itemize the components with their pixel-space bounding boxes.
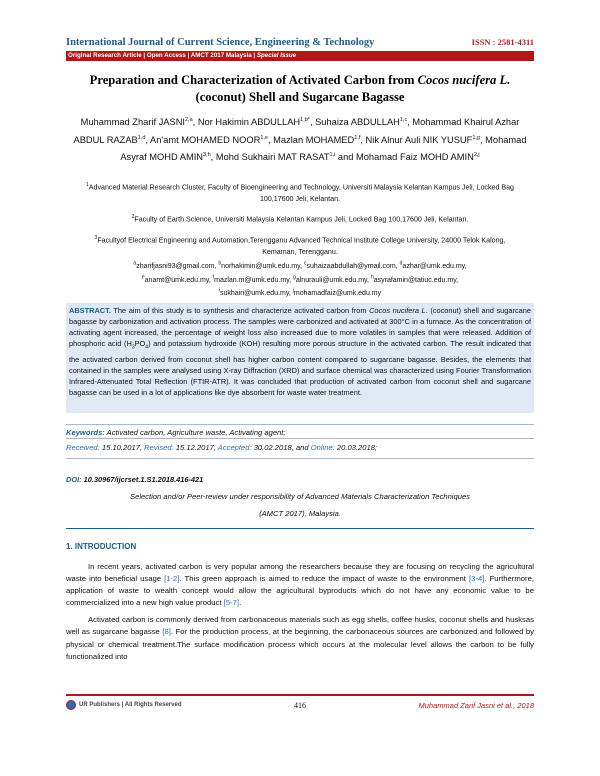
author: Mohammad Khairul Azhar ABDUL RAZAB$^{1,d}$ (73, 117, 520, 145)
divider (66, 458, 534, 459)
abstract-text: (coconut) shell and sugarcane bagasse by carbonization and activation process. The samples were carbonized and activated at 300°C in a furnace. As the concentration of activating agent increased, the percentage of weight loss also increased due to more volatiles in samples that were released. Addition of phosphoric acid (H (69, 306, 531, 349)
affiliation: $^3$Facultyof Electrical Engineering and Automation,Terengganu Advanced Technical Institute College University, 24000 Telok Kalong, Kemaman, Terengganu. (94, 235, 506, 257)
accepted-label: Accepted: (217, 443, 252, 452)
email-link[interactable]: $^f$mazlan.m@umk.edu.my, (212, 274, 292, 284)
abstract-text: ) and potassium hydroxide (KOH) resulting more porous structure in the activated carbon. The result indicated that the activated carbon derived from coconut shell has higher carbon content compared to sugarcane bagasse. Besides, the elements that contained in the samples were analysed using X-ray Diffraction (XRD) and surface chemical was characterized using Fourier Transformation Infrared-Attenuated Total Reflection (FTIR-ATR). It was concluded that production of activated carbon from coconut shell and sugarcane bagasse can be used in a lot of applications like dye absorbent for waste water treatment. (69, 339, 531, 398)
special-issue-label: Special Issue (256, 52, 297, 59)
email-list (80, 259, 520, 300)
email-link[interactable]: $^c$suhaizaabdullah@ymail.com, (304, 261, 398, 271)
section-heading: 1. INTRODUCTION (66, 542, 137, 551)
citation-link[interactable]: [8] (162, 627, 171, 637)
email-link[interactable]: $^b$norhakimin@umk.edu.my, (218, 261, 303, 271)
abstract-text: The aim of this study is to synthesis and characterize activated carbon from (113, 306, 367, 315)
accepted-date: 30.02.2018, (253, 443, 294, 452)
author: Nik Alnur Auli NIK YUSUF$^{1,g}$ (365, 134, 480, 145)
revised-label: Revised: (144, 443, 174, 452)
publisher-text: UR Publishers | All Rights Reserved (79, 702, 182, 708)
citation-link[interactable]: [1-2] (164, 574, 180, 584)
email-link[interactable]: $^g$alnurauli@umk.edu.my, (293, 274, 369, 284)
title-main: Preparation and Characterization of Activated Carbon from (89, 73, 415, 87)
affiliation: $^2$Faculty of Earth Science, Universiti Malaysia Kelantan Kampus Jeli, Locked Bag 100,17600 Jeli, Kelantan. (131, 214, 469, 224)
email-link[interactable]: $^e$anamt@umk.edu.my, (141, 274, 211, 284)
paper-title (66, 72, 534, 106)
divider (66, 438, 534, 439)
author: Muhammad Zharif JASNI$^{2,a}$ (80, 117, 193, 128)
peer-review-note (66, 489, 534, 522)
keywords-label: Keywords: (66, 428, 105, 437)
journal-name: International Journal of Current Science, Engineering & Technology (66, 37, 375, 48)
section-rule (66, 528, 534, 529)
abstract-text: PO (134, 339, 146, 349)
running-author: Muhammad Zarif Jasni et al., 2018 (418, 700, 534, 710)
affiliation: $^1$Advanced Material Research Cluster, Faculty of Bioengineering and Technology, Universiti Malaysia Kelantan Kampus Jeli, Locked Bag 100,17600 Jeli, Kelantan. (86, 182, 514, 203)
article-dates (66, 443, 534, 452)
author: Nor Hakimin $ABDULLAH^{1,b*}$ (197, 117, 310, 128)
keywords (66, 424, 534, 437)
affiliations (80, 180, 520, 266)
online-date: 20.03.2018; (336, 443, 378, 452)
revised-date: 15.12.2017, (175, 443, 216, 452)
title-rest: (coconut) Shell and Sugarcane Bagasse (195, 90, 405, 104)
abstract-species: Cocos nucifera L. (369, 306, 428, 315)
paragraph: Activated carbon is commonly derived from carbonaceous materials such as egg shells, coffee husks, coconut shells and husksas well as sugarcane bagasse [8]. For the production process, at the beginning, the carbonaceous sources are carbonized and followed by physical or chemical treatment.The surface modification process which occurs at the molecular level allows the carbon to be fully functionalized into (66, 615, 534, 661)
title-species: Cocos nucifera L. (417, 73, 511, 87)
author: Mazlan MOHAMED$^{1,f}$ (273, 134, 361, 145)
footer-rule (66, 694, 534, 696)
article-type-text: Original Research Article | Open Access | AMCT 2017 Malaysia | (68, 52, 256, 59)
author: Suhaiza ABDULLAH$^{1,c}$ (315, 117, 408, 128)
email-link[interactable]: $^d$azhar@umk.edu.my, (399, 261, 467, 271)
abstract-box (66, 303, 534, 413)
publisher (66, 700, 181, 710)
subscript: 3 (131, 344, 135, 351)
received-date: 15.10.2017, (101, 443, 143, 452)
page-footer (66, 700, 534, 710)
abstract-label: ABSTRACT. (69, 306, 111, 315)
received-label: Received: (66, 443, 100, 452)
email-link[interactable]: $^j$mohamadfaiz@umk.edu.my (292, 288, 382, 298)
publisher-logo-icon (66, 700, 76, 710)
subscript: 4 (145, 344, 149, 351)
review-line: Selection and/or Peer-review under responsibility of Advanced Materials Characterization Techniques (130, 492, 470, 501)
doi-label: DOI: (66, 475, 82, 484)
paragraph: In recent years, activated carbon is very popular among the researchers because they are focusing on recycling the agricultural waste into beneficial usage [1-2]. This green approach is aimed to reduce the impact of waste to the environment [3-4]. Furthermore, application of waste to wealth concept would allow the agricultural byproducts which do not have any economic value to be commercialized into a new high value product [5-7]. (66, 562, 534, 608)
doi (66, 475, 534, 484)
author-list: Muhammad Zharif JASNI$^{2,a}$, Nor Hakimin $ABDULLAH^{1,b*}$, Suhaiza ABDULLAH$^{1,c}$, Mohammad Khairul Azhar ABDUL RAZAB$^{1,d}$, An'amt MOHAMED NOOR$^{1,e}$, Mazlan MOHAMED$^{1,f}$, Nik Alnur Auli NIK YUSUF$^{1,g}$, Mohamad Asyraf MOHD AMIN$^{3,h}$, Mohd Sukhairi MAT RASAT$^{1,i}$ and Mohamad Faiz MOHD AMIN$^{2,j}$ (73, 117, 527, 163)
author: Mohamad Asyraf MOHD AMIN$^{3,h}$ (120, 134, 527, 163)
email-link[interactable]: $^h$asyrafamin@tatiuc.edu.my, (370, 274, 459, 284)
journal-header (66, 37, 534, 63)
doi-link[interactable]: 10.30967/ijcrset.1.S1.2018.416-421 (83, 475, 204, 484)
issn: ISSN : 2581-4311 (471, 37, 534, 47)
body-text (66, 561, 534, 668)
author: Mohamad Faiz MOHD AMIN$^{2,j}$ (356, 152, 480, 163)
review-line: (AMCT 2017), Malaysia. (259, 508, 341, 518)
and-word: and (295, 443, 309, 452)
email-link[interactable]: $^i$sukhairi@umk.edu.my, (218, 288, 291, 298)
online-label: Online: (310, 443, 335, 452)
citation-link[interactable]: [3-4] (468, 574, 485, 584)
page-number: 416 (294, 700, 306, 710)
author: An'amt MOHAMED NOOR$^{1,e}$ (150, 134, 268, 145)
author: Mohd Sukhairi MAT RASAT$^{1,i}$ (215, 152, 336, 163)
email-link[interactable]: $^a$zharifjasni93@gmail.com, (133, 261, 217, 271)
keywords-text: Activated carbon, Agriculture waste, Activating agent; (106, 428, 286, 437)
citation-link[interactable]: [5-7] (223, 598, 240, 608)
article-type-bar (66, 51, 534, 61)
